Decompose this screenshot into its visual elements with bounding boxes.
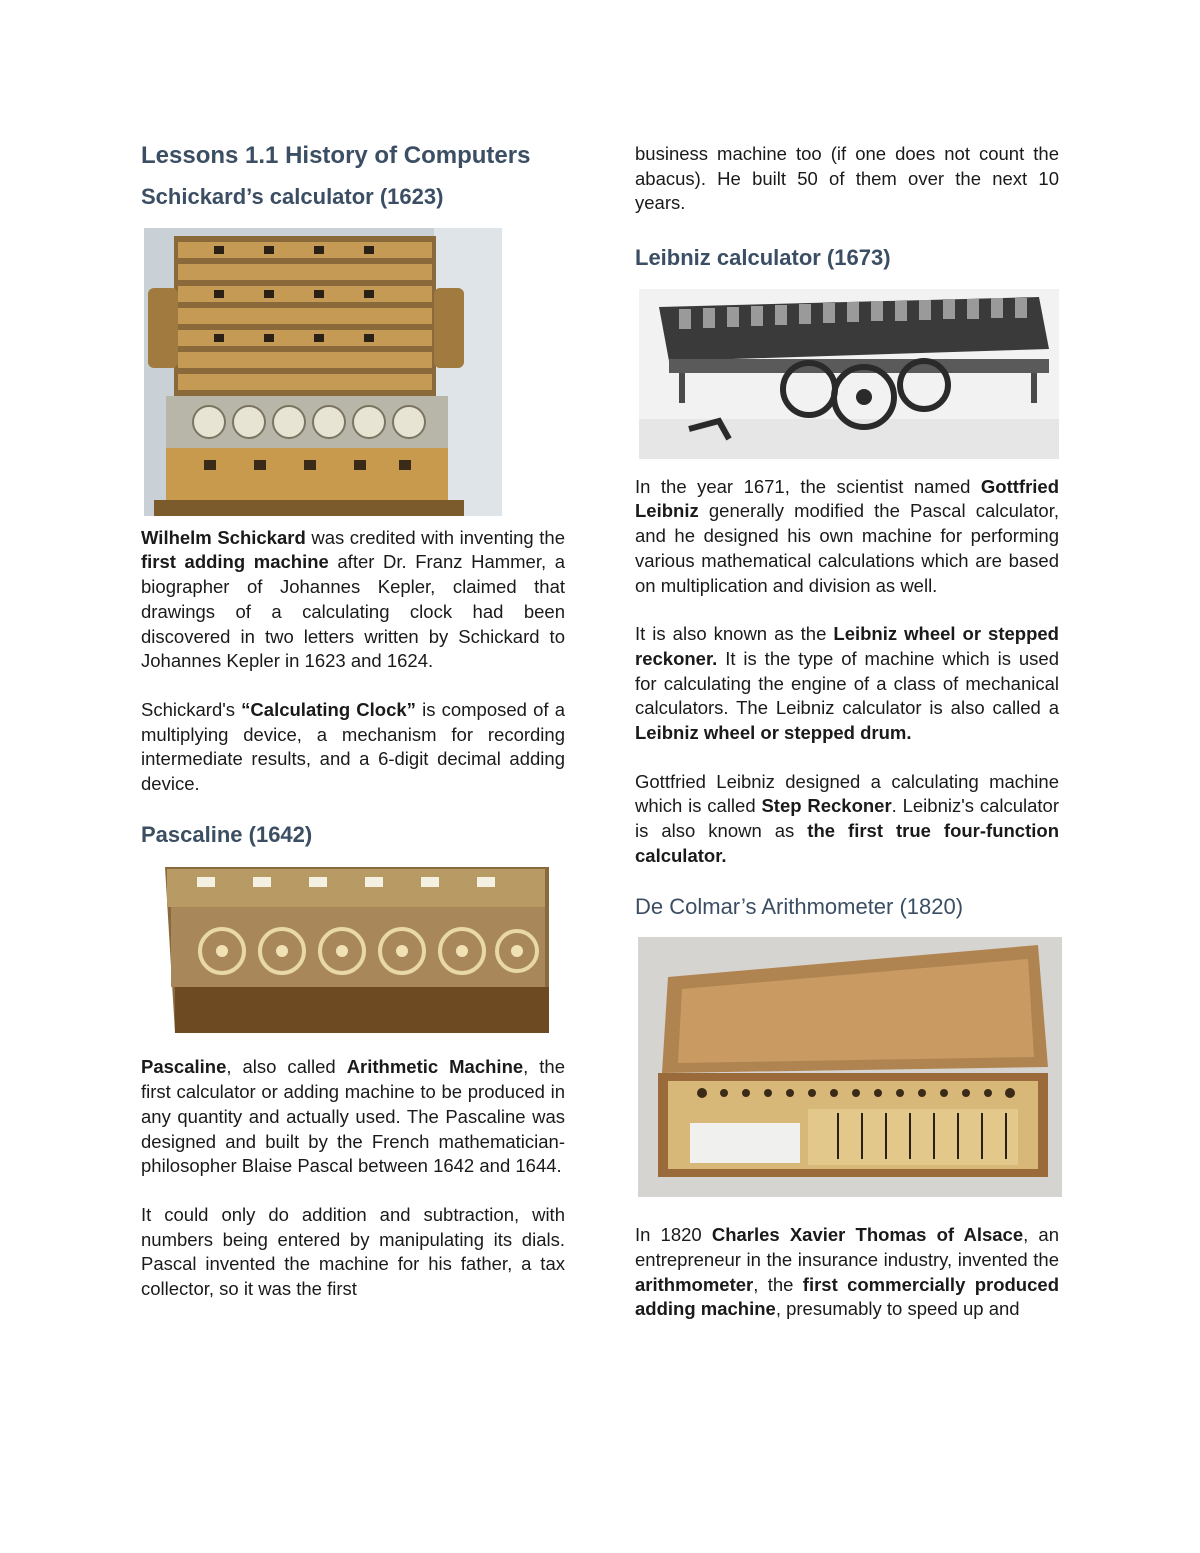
text-run: was credited with inventing the — [305, 526, 565, 548]
text-run: Gottfried Leibniz designed a calculating machine which is called — [635, 770, 1059, 817]
left-column — [141, 140, 565, 1302]
bold-text-run: first adding machine — [141, 551, 329, 573]
leibniz-paragraph-3 — [635, 770, 1059, 869]
bold-text-run: Arithmetic Machine — [346, 1056, 524, 1078]
schickard-paragraph-2 — [141, 698, 565, 797]
bold-text-run: Gottfried Leibniz — [635, 475, 1059, 522]
schickard-calculator-image — [144, 228, 502, 516]
text-run: , presumably to speed up and — [775, 1298, 1020, 1320]
text-run: It is also known as the — [635, 623, 834, 645]
text-run: In the year 1671, the scientist named — [635, 475, 981, 497]
text-run: , the first calculator or adding machine to be produced in any quantity and actually used. The Pascaline was designed and built by the French mathematician-philosopher Blaise Pascal between 1642 and 1644. — [141, 1056, 565, 1177]
leibniz-heading: Leibniz calculator (1673) — [635, 245, 891, 271]
schickard-heading: Schickard’s calculator (1623) — [141, 184, 444, 210]
bold-text-run: “Calculating Clock” — [241, 699, 416, 720]
page-title: Lessons 1.1 History of Computers — [141, 142, 531, 169]
bold-text-run: arithmometer — [635, 1273, 754, 1295]
right-column — [635, 142, 1059, 1322]
bold-text-run: Charles Xavier Thomas of Alsace — [711, 1224, 1024, 1246]
text-run: business machine too (if one does not count the abacus). He built 50 of them over the next 10 years. — [635, 143, 1059, 214]
text-run: is composed of a multiplying device, a mechanism for recording intermediate results, and a 6-digit decimal adding device. — [141, 699, 565, 795]
text-run: generally modified the Pascal calculator, and he designed his own machine for performing various mathematical calculations which are based on multiplication and division as well. — [635, 500, 1059, 596]
bold-text-run: first commercially produced adding machine — [635, 1273, 1059, 1320]
bold-text-run: Wilhelm Schickard — [141, 526, 306, 548]
pascaline-paragraph-1 — [141, 1055, 565, 1179]
decolmar-paragraph-1 — [635, 1223, 1059, 1322]
text-run: , also called — [226, 1056, 347, 1078]
text-run: It could only do addition and subtraction, with numbers being entered by manipulating its dials. Pascal invented the machine for his father, a tax collector, so it was the first — [141, 1203, 565, 1300]
pascaline-continued-paragraph — [635, 142, 1059, 216]
pascaline-heading: Pascaline (1642) — [141, 821, 313, 847]
bold-text-run: Leibniz wheel or stepped reckoner. — [635, 623, 1059, 669]
text-run: after Dr. Franz Hammer, a biographer of Johannes Kepler, claimed that drawings of a calculating clock had been discovered in two letters written by Schickard to Johannes Kepler in 1623 and 1624. — [141, 551, 565, 672]
decolmar-heading: De Colmar’s Arithmometer (1820) — [635, 893, 964, 919]
pascaline-image — [157, 865, 549, 1033]
bold-text-run: Leibniz wheel or stepped drum. — [635, 722, 912, 744]
text-run: , an entrepreneur in the insurance industry, invented the — [635, 1224, 1059, 1270]
text-run: In 1820 — [635, 1224, 712, 1246]
schickard-paragraph-1 — [141, 526, 565, 674]
bold-text-run: Pascaline — [141, 1056, 227, 1078]
bold-text-run: the first true four-function calculator. — [635, 820, 1059, 866]
leibniz-paragraph-1 — [635, 475, 1059, 599]
leibniz-paragraph-2 — [635, 622, 1059, 746]
pascaline-paragraph-2 — [141, 1203, 565, 1302]
bold-text-run: Step Reckoner — [761, 795, 892, 817]
text-run: It is the type of machine which is used for calculating the engine of a class of mechanical calculators. The Leibniz calculator is also called a — [635, 647, 1059, 719]
text-run: Schickard's — [141, 699, 242, 720]
text-run: . Leibniz's calculator is also known as — [635, 795, 1059, 842]
arithmometer-image — [638, 937, 1062, 1197]
text-run: , the — [753, 1273, 803, 1295]
leibniz-calculator-image — [639, 289, 1059, 459]
